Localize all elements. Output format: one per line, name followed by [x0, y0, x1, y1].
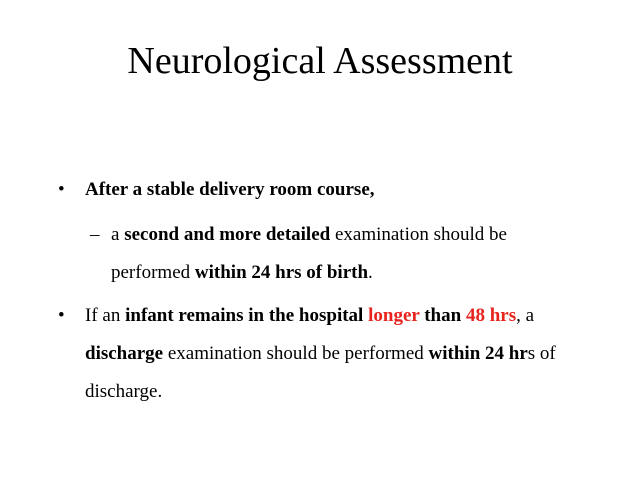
slide-title-text: Neurological Assessment — [127, 40, 513, 82]
slide-title — [0, 38, 638, 84]
b2-line2-b: examination should be performed — [163, 343, 429, 364]
bullet-marker: • — [58, 179, 65, 200]
b2-line1-emphasis: infant remains in the hospital — [125, 305, 369, 326]
dash-marker: – — [90, 224, 100, 245]
b2-line2-discharge: discharge — [85, 343, 164, 364]
b2-line1-f: , a — [516, 305, 535, 326]
sub1-line2-emphasis: within 24 hrs of birth — [194, 262, 369, 283]
sub1-line1-a: a — [111, 224, 125, 245]
bullet-2-line-1 — [58, 303, 556, 329]
sub-bullet-item-1 — [90, 222, 507, 286]
b2-line1-red-48hrs: 48 hrs — [465, 305, 517, 326]
b2-line1-a: If an — [85, 305, 126, 326]
bullet-2-line-3: discharge. — [85, 381, 163, 402]
sub-bullet-line-1 — [90, 222, 507, 248]
sub1-line2-c: . — [368, 262, 373, 283]
bullet-item-2 — [58, 303, 556, 405]
bullet-2-line-2 — [58, 341, 556, 367]
bullet-marker: • — [58, 305, 65, 326]
bullet-1-text: After a stable delivery room course, — [85, 179, 375, 200]
sub1-line1-emphasis: second and more detailed — [124, 224, 331, 245]
b2-line1-red-longer: longer — [368, 305, 420, 326]
b2-line1-than: than — [419, 305, 466, 326]
bullet-item-1 — [58, 177, 375, 203]
sub1-line1-c: examination should be — [330, 224, 507, 245]
sub-bullet-line-2 — [90, 260, 507, 286]
b2-line2-emphasis: within 24 hr — [428, 343, 528, 364]
b2-line2-d: s of — [527, 343, 556, 364]
sub1-line2-a: performed — [111, 262, 195, 283]
